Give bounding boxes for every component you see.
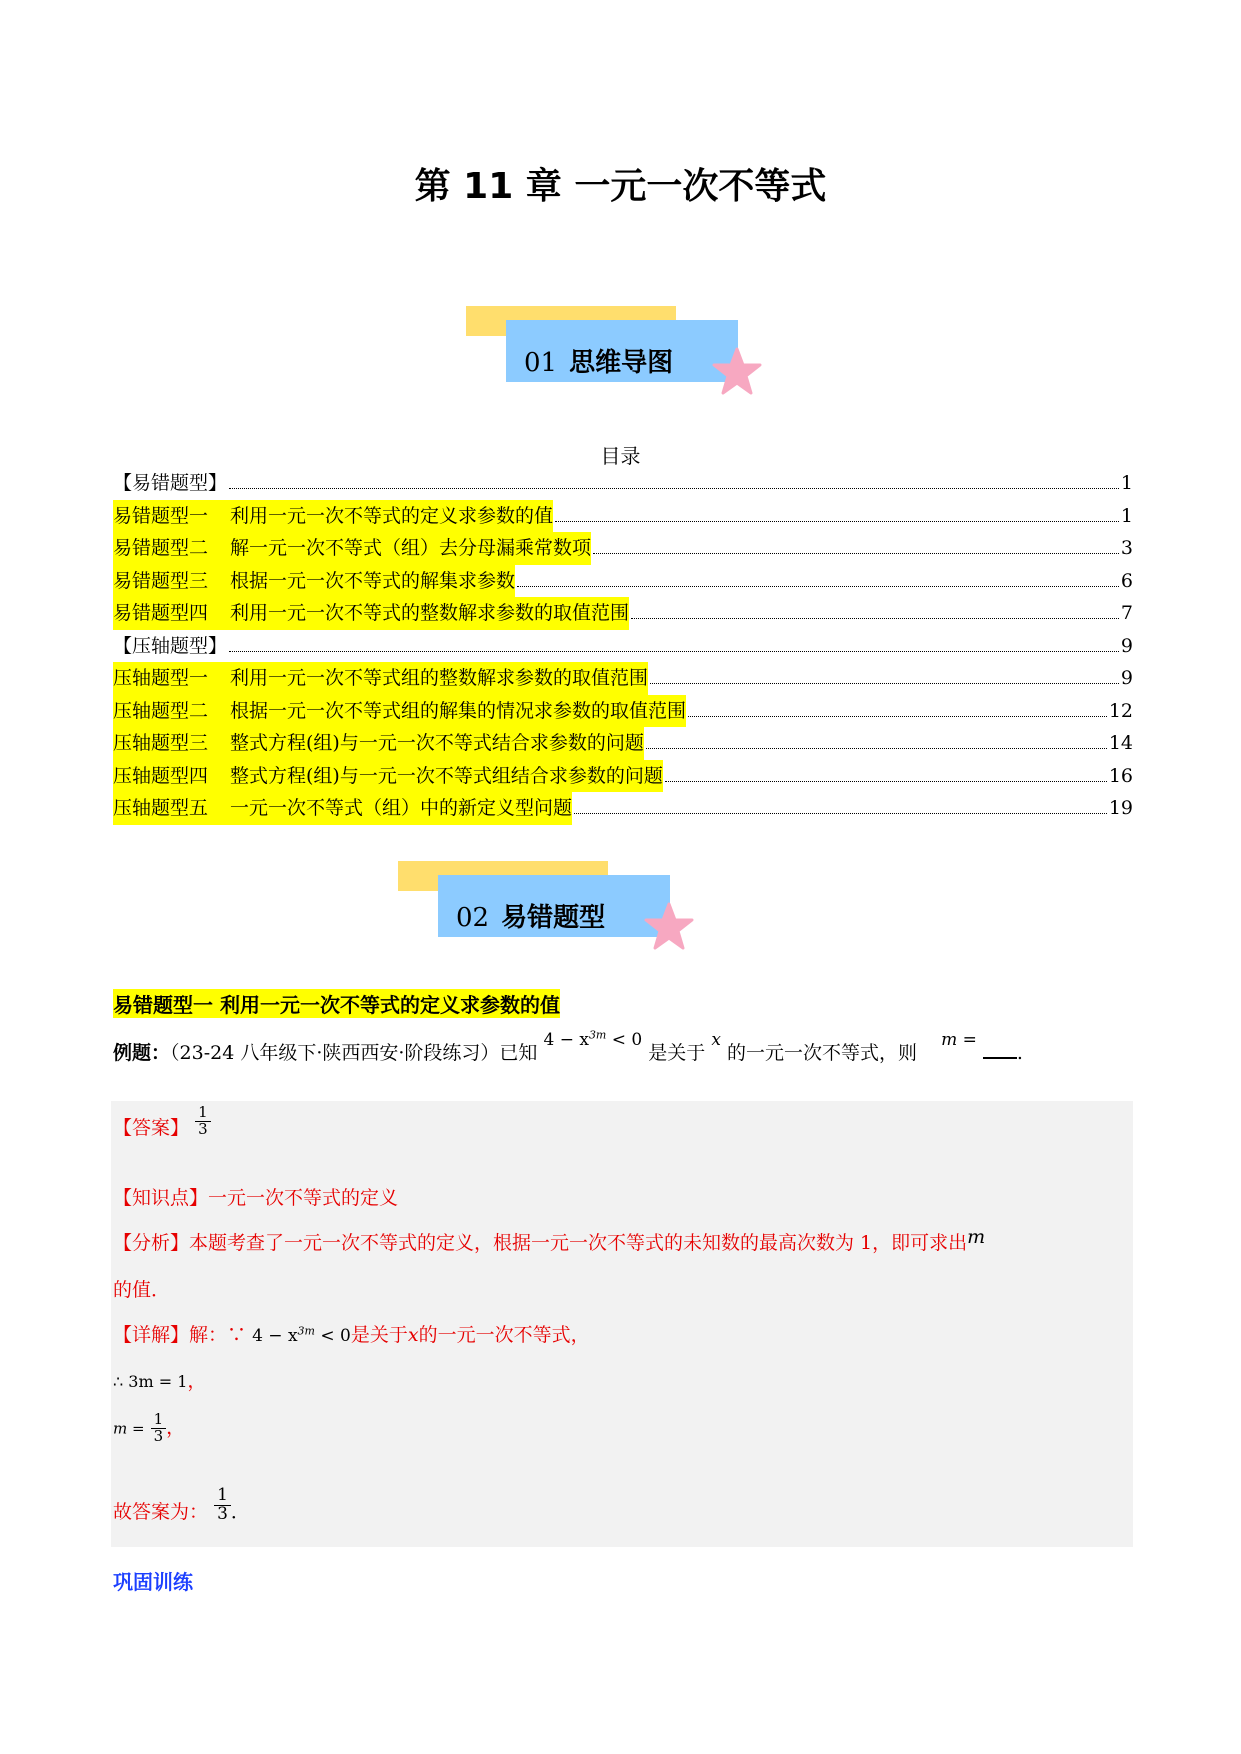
- toc-label: [113, 532, 591, 565]
- toc-title: 整式方程(组)与一元一次不等式结合求参数的问题: [230, 732, 644, 754]
- table-of-contents: [113, 467, 1133, 825]
- fraction-denominator: 3: [217, 1503, 228, 1524]
- analysis-line: [113, 1228, 985, 1255]
- answer-line: [113, 1105, 211, 1138]
- toc-label: [113, 695, 686, 728]
- detail-text-2: 是关于: [350, 1324, 408, 1346]
- toc-row[interactable]: [113, 695, 1133, 728]
- toc-prefix: 压轴题型三: [113, 732, 209, 754]
- detail-var: x: [407, 1324, 419, 1346]
- toc-title: 解一元一次不等式（组）去分母漏乘常数项: [230, 537, 592, 559]
- toc-title: 利用一元一次不等式组的整数解求参数的取值范围: [230, 667, 649, 689]
- consolidation-heading: 巩固训练: [113, 1570, 193, 1594]
- final-text: 故答案为：: [113, 1501, 209, 1524]
- knowledge-text: 一元一次不等式的定义: [208, 1187, 399, 1209]
- toc-label: [113, 565, 515, 598]
- toc-prefix: 压轴题型五: [113, 797, 209, 819]
- section-banner-mindmap: [466, 306, 766, 416]
- example-lead: 例题：: [113, 1042, 171, 1064]
- math-lhs: 4 − x: [252, 1326, 298, 1346]
- fraction-numerator: 1: [195, 1105, 211, 1122]
- example-inequality: [543, 1030, 642, 1050]
- toc-title: 根据一元一次不等式的解集求参数: [230, 569, 516, 592]
- toc-page-number: 9: [1120, 667, 1133, 689]
- section-title: 易错题型一 利用一元一次不等式的定义求参数的值: [113, 989, 560, 1018]
- toc-title: 利用一元一次不等式的整数解求参数的取值范围: [230, 602, 630, 624]
- banner-label: [524, 342, 673, 379]
- toc-label: [113, 760, 663, 793]
- toc-leader-dots: [631, 618, 1119, 619]
- answer-blank: [983, 1057, 1017, 1059]
- toc-prefix: 易错题型四: [113, 602, 209, 624]
- toc-page-number: 12: [1108, 699, 1133, 722]
- example-var-x: x: [711, 1030, 721, 1050]
- fraction-numerator: 1: [151, 1412, 167, 1429]
- toc-row[interactable]: [113, 532, 1133, 565]
- analysis-tag: 【分析】: [113, 1232, 190, 1254]
- toc-prefix: 压轴题型四: [113, 764, 209, 787]
- toc-prefix: 压轴题型一: [113, 667, 209, 689]
- example-end: .: [1016, 1042, 1023, 1064]
- fraction-denominator: 3: [153, 1426, 164, 1445]
- toc-row[interactable]: [113, 792, 1133, 825]
- toc-leader-dots: [650, 683, 1119, 684]
- knowledge-tag: 【知识点】: [113, 1187, 209, 1209]
- banner-number: 01: [524, 348, 558, 378]
- toc-label: [113, 662, 648, 695]
- toc-title: 整式方程(组)与一元一次不等式组结合求参数的问题: [230, 764, 663, 787]
- analysis-line-2: [113, 1275, 170, 1302]
- page-title: 第 11 章 一元一次不等式: [414, 166, 827, 207]
- toc-page-number: 6: [1120, 569, 1133, 592]
- toc-row[interactable]: [113, 727, 1133, 760]
- star-icon: [643, 901, 695, 953]
- toc-leader-dots: [688, 716, 1107, 717]
- star-icon: [711, 346, 763, 398]
- toc-row[interactable]: [113, 662, 1133, 695]
- answer-fraction: [195, 1105, 211, 1138]
- toc-prefix: 易错题型二: [113, 537, 209, 559]
- toc-heading: 目录: [600, 444, 641, 468]
- toc-prefix: 【压轴题型】: [113, 634, 228, 657]
- analysis-text-2: 的值．: [113, 1279, 171, 1301]
- math-exponent: 3m: [297, 1324, 315, 1338]
- fraction-denominator: 3: [198, 1119, 208, 1138]
- toc-leader-dots: [665, 781, 1107, 782]
- toc-page-number: 1: [1120, 504, 1133, 527]
- toc-row[interactable]: [113, 500, 1133, 533]
- math-lhs: 4 − x: [543, 1030, 589, 1050]
- toc-page-number: 3: [1120, 537, 1133, 559]
- toc-page-number: 7: [1120, 602, 1133, 624]
- toc-page-number: 16: [1108, 764, 1133, 787]
- toc-prefix: 【易错题型】: [113, 472, 228, 494]
- step-2-fraction: [151, 1412, 167, 1445]
- example-source: （23-24 八年级下·陕西西安·阶段练习）已知: [170, 1042, 538, 1064]
- toc-leader-dots: [517, 586, 1119, 587]
- toc-leader-dots: [574, 813, 1107, 814]
- toc-title: 根据一元一次不等式组的解集的情况求参数的取值范围: [230, 699, 687, 722]
- toc-page-number: 19: [1108, 797, 1133, 819]
- detail-tag: 【详解】: [113, 1324, 190, 1346]
- toc-leader-dots: [555, 521, 1119, 522]
- step-1: ∴ 3m = 1: [113, 1372, 188, 1391]
- final-fraction: [214, 1487, 231, 1524]
- toc-label: [113, 727, 644, 760]
- toc-row[interactable]: [113, 467, 1133, 500]
- final-tail: ．: [230, 1501, 250, 1524]
- math-rhs: < 0: [314, 1326, 351, 1346]
- toc-label: [113, 597, 629, 630]
- answer-tag: 【答案】: [113, 1117, 190, 1140]
- banner-number: 02: [456, 903, 490, 933]
- step-1-line: [113, 1366, 206, 1393]
- toc-prefix: 易错题型三: [113, 569, 209, 592]
- toc-label: [113, 500, 553, 533]
- toc-leader-dots: [229, 488, 1119, 489]
- banner-text: 易错题型: [501, 903, 606, 933]
- analysis-text: 本题考查了一元一次不等式的定义，根据一元一次不等式的未知数的最高次数为 1，即可求出: [189, 1232, 968, 1254]
- toc-label: [113, 630, 227, 663]
- toc-label: [113, 792, 572, 825]
- banner-label: [456, 897, 605, 934]
- detail-line: [113, 1320, 590, 1347]
- example-m-eq: m =: [941, 1030, 977, 1050]
- toc-prefix: 易错题型一: [113, 504, 209, 527]
- toc-leader-dots: [229, 651, 1119, 652]
- example-question: [113, 1028, 1133, 1078]
- toc-row[interactable]: [113, 597, 1133, 630]
- toc-label: [113, 467, 227, 500]
- step-1-tail: ，: [187, 1370, 207, 1392]
- step-2-line: [113, 1412, 185, 1445]
- toc-page-number: 1: [1120, 472, 1133, 494]
- math-exponent: 3m: [588, 1028, 607, 1042]
- detail-text-1: 解：∵: [189, 1324, 247, 1346]
- toc-row[interactable]: [113, 565, 1133, 598]
- toc-page-number: 9: [1120, 634, 1133, 657]
- toc-title: 一元一次不等式（组）中的新定义型问题: [230, 797, 573, 819]
- toc-title: 利用一元一次不等式的定义求参数的值: [230, 504, 554, 527]
- toc-row[interactable]: [113, 760, 1133, 793]
- final-line: [113, 1487, 250, 1524]
- detail-inequality: [252, 1326, 351, 1346]
- analysis-var: m: [967, 1226, 986, 1248]
- detail-text-3: 的一元一次不等式，: [418, 1324, 590, 1346]
- math-rhs: < 0: [606, 1030, 643, 1050]
- example-tail: 的一元一次不等式，则: [727, 1042, 918, 1064]
- knowledge-line: [113, 1183, 398, 1210]
- fraction-numerator: 1: [214, 1487, 231, 1506]
- toc-row[interactable]: [113, 630, 1133, 663]
- banner-text: 思维导图: [569, 348, 674, 378]
- toc-leader-dots: [593, 553, 1119, 554]
- section-banner-errorprone: [398, 861, 698, 971]
- toc-leader-dots: [646, 748, 1107, 749]
- step-2-tail: ，: [166, 1416, 186, 1439]
- toc-page-number: 14: [1108, 732, 1133, 754]
- step-2-lhs: m =: [113, 1419, 145, 1438]
- toc-prefix: 压轴题型二: [113, 699, 209, 722]
- example-mid: 是关于: [648, 1042, 706, 1064]
